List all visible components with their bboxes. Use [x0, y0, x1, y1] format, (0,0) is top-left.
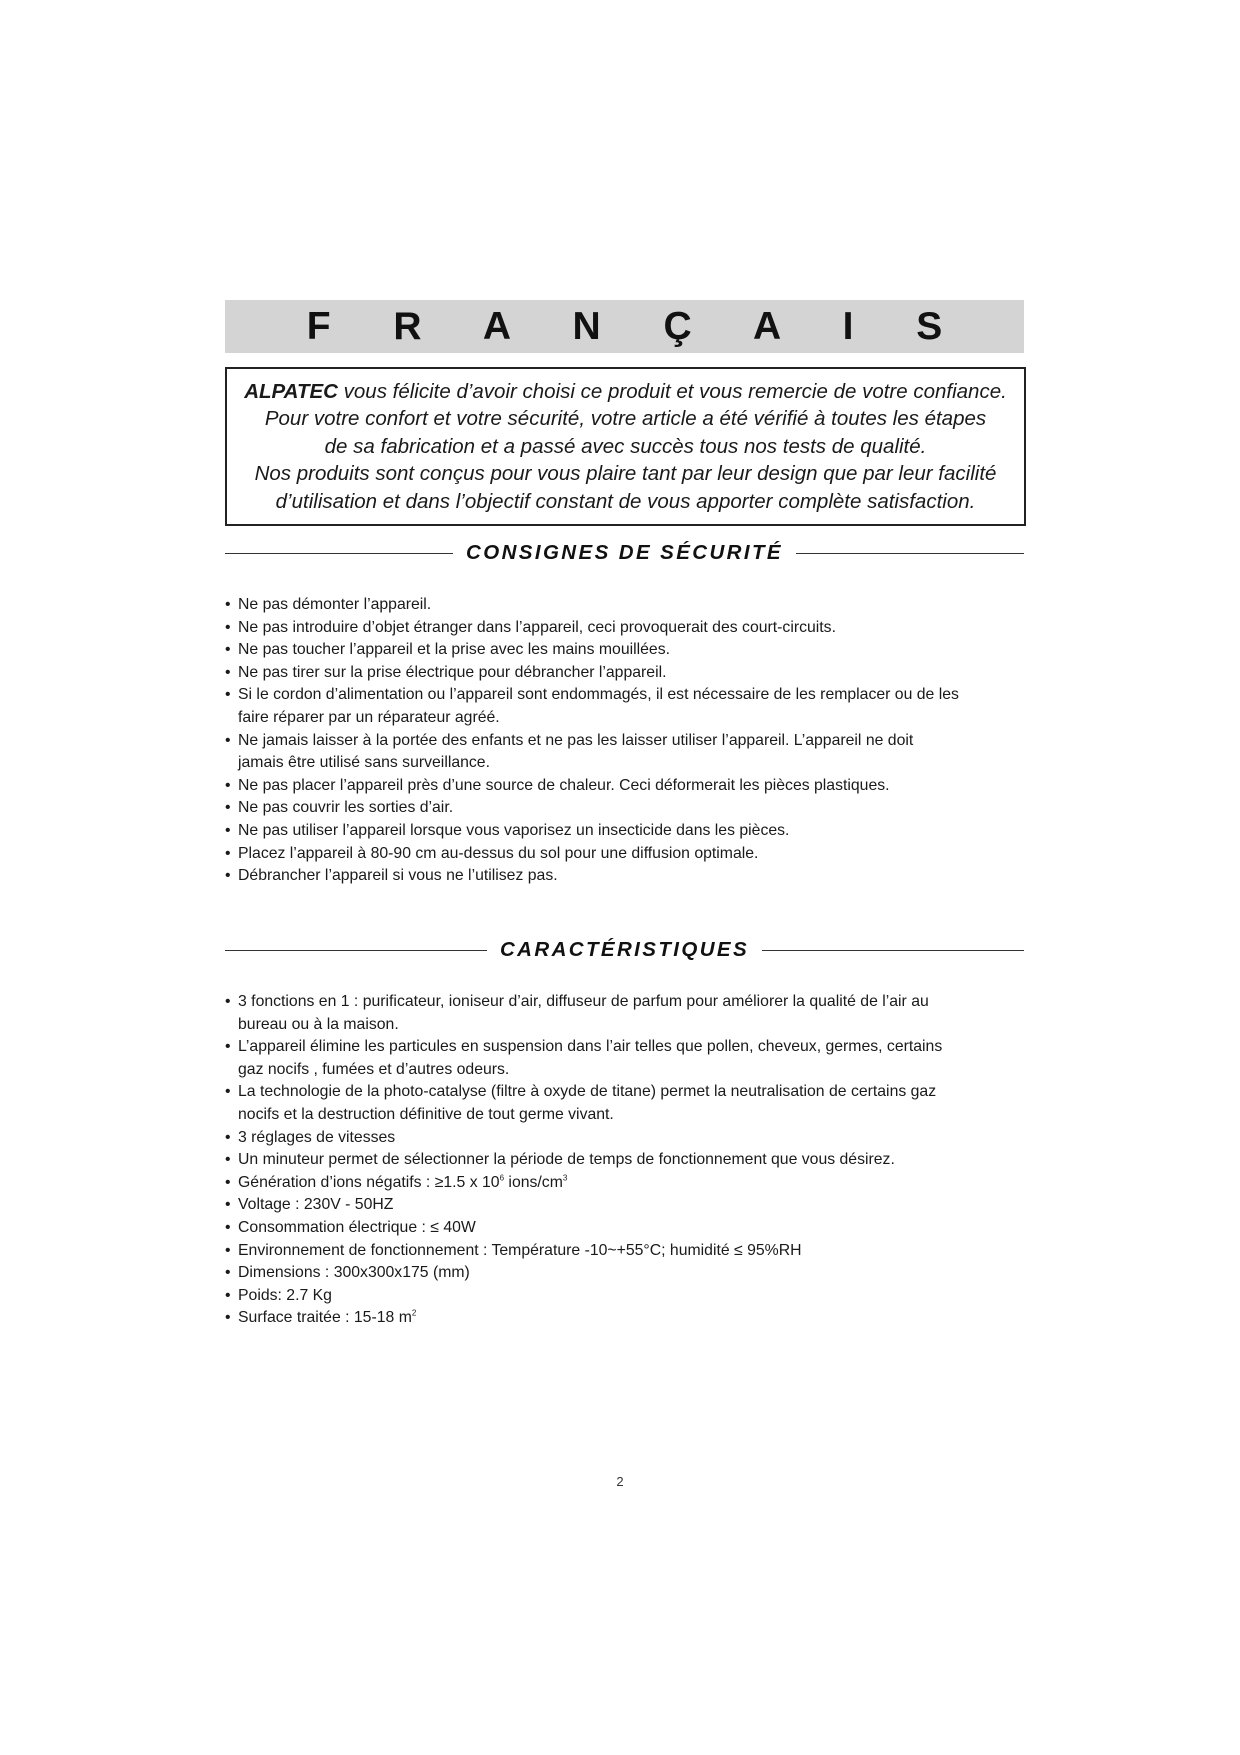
list-item-continuation: faire réparer par un réparateur agréé. [238, 708, 500, 726]
intro-line-5: d’utilisation et dans l’objectif constant de vous apporter complète satisfaction. [275, 489, 976, 513]
list-item: • 3 fonctions en 1 : purificateur, ioniseur d’air, diffuseur de parfum pour améliorer la qualité de l’air au [225, 991, 1025, 1014]
list-item: • Placez l’appareil à 80-90 cm au-dessus du sol pour une diffusion optimale. [225, 843, 1025, 866]
safety-heading [225, 541, 1024, 565]
list-item-ion-generation: • Génération d’ions négatifs : ≥1.5 x $10^6$ ions/$cm^3$ [225, 1172, 1025, 1195]
list-item-continuation: jamais être utilisé sans surveillance. [238, 754, 490, 772]
features-title: CARACTÉRISTIQUES [499, 938, 750, 961]
heading-rule-left [225, 950, 487, 951]
list-item: • Si le cordon d’alimentation ou l’appareil sont endommagés, il est nécessaire de les remplacer ou de les [225, 684, 1025, 707]
list-item-continuation: nocifs et la destruction définitive de tout germe vivant. [238, 1105, 614, 1123]
brand-name: ALPATEC [244, 379, 338, 403]
intro-line-2: Pour votre confort et votre sécurité, votre article a été vérifié à toutes les étapes [264, 407, 987, 431]
list-item: • Environnement de fonctionnement : Température -10~+55°C; humidité ≤ 95%RH [225, 1240, 1025, 1263]
list-item-continuation: gaz nocifs , fumées et d’autres odeurs. [238, 1060, 510, 1078]
list-item: • Ne pas couvrir les sorties d’air. [225, 797, 1025, 820]
list-item: • Débrancher l’appareil si vous ne l’utilisez pas. [225, 865, 1025, 888]
list-item: • Consommation électrique : ≤ 40W [225, 1217, 1025, 1240]
list-item: • Ne jamais laisser à la portée des enfants et ne pas les laisser utiliser l’appareil. L’appareil ne doit [225, 730, 1025, 753]
language-title: F R A N Ç A I S [306, 304, 969, 348]
list-item: • Poids: 2.7 Kg [225, 1285, 1025, 1308]
page-number: 2 [616, 1474, 624, 1489]
list-item: • Ne pas placer l’appareil près d’une source de chaleur. Ceci déformerait les pièces plastiques. [225, 775, 1025, 798]
list-item: • Ne pas démonter l’appareil. [225, 594, 1025, 617]
intro-line-4: Nos produits sont conçus pour vous plaire tant par leur design que par leur facilité [254, 462, 997, 486]
list-item: • La technologie de la photo-catalyse (filtre à oxyde de titane) permet la neutralisation de certains gaz [225, 1081, 1025, 1104]
language-banner [225, 300, 1024, 353]
list-item: • Ne pas introduire d’objet étranger dans l’appareil, ceci provoquerait des court-circuits. [225, 617, 1025, 640]
list-item: • Ne pas toucher l’appareil et la prise avec les mains mouillées. [225, 639, 1025, 662]
list-item-surface: • Surface traitée : 15-18 $m^2$ [225, 1307, 1025, 1330]
list-item-continuation: bureau ou à la maison. [238, 1015, 399, 1033]
features-heading [225, 938, 1024, 962]
list-item: • Un minuteur permet de sélectionner la période de temps de fonctionnement que vous désirez. [225, 1149, 1025, 1172]
intro-box [225, 367, 1026, 526]
heading-rule-right [762, 950, 1024, 951]
list-item: • Ne pas utiliser l’appareil lorsque vous vaporisez un insecticide dans les pièces. [225, 820, 1025, 843]
list-item: • Voltage : 230V - 50HZ [225, 1194, 1025, 1217]
intro-line-1-text: vous félicite d’avoir choisi ce produit et vous remercie de votre confiance. [337, 379, 1007, 403]
list-item: • Dimensions : 300x300x175 (mm) [225, 1262, 1025, 1285]
list-item: • Ne pas tirer sur la prise électrique pour débrancher l’appareil. [225, 662, 1025, 685]
heading-rule-right [796, 553, 1024, 554]
safety-list [225, 594, 1025, 888]
list-item: • 3 réglages de vitesses [225, 1127, 1025, 1150]
list-item: • L’appareil élimine les particules en suspension dans l’air telles que pollen, cheveux, germes, certains [225, 1036, 1025, 1059]
safety-title: CONSIGNES DE SÉCURITÉ [466, 541, 783, 564]
intro-line-3: de sa fabrication et a passé avec succès tous nos tests de qualité. [324, 434, 927, 458]
intro-line-1 [244, 378, 1007, 406]
heading-rule-left [225, 553, 453, 554]
features-list [225, 991, 1025, 1330]
